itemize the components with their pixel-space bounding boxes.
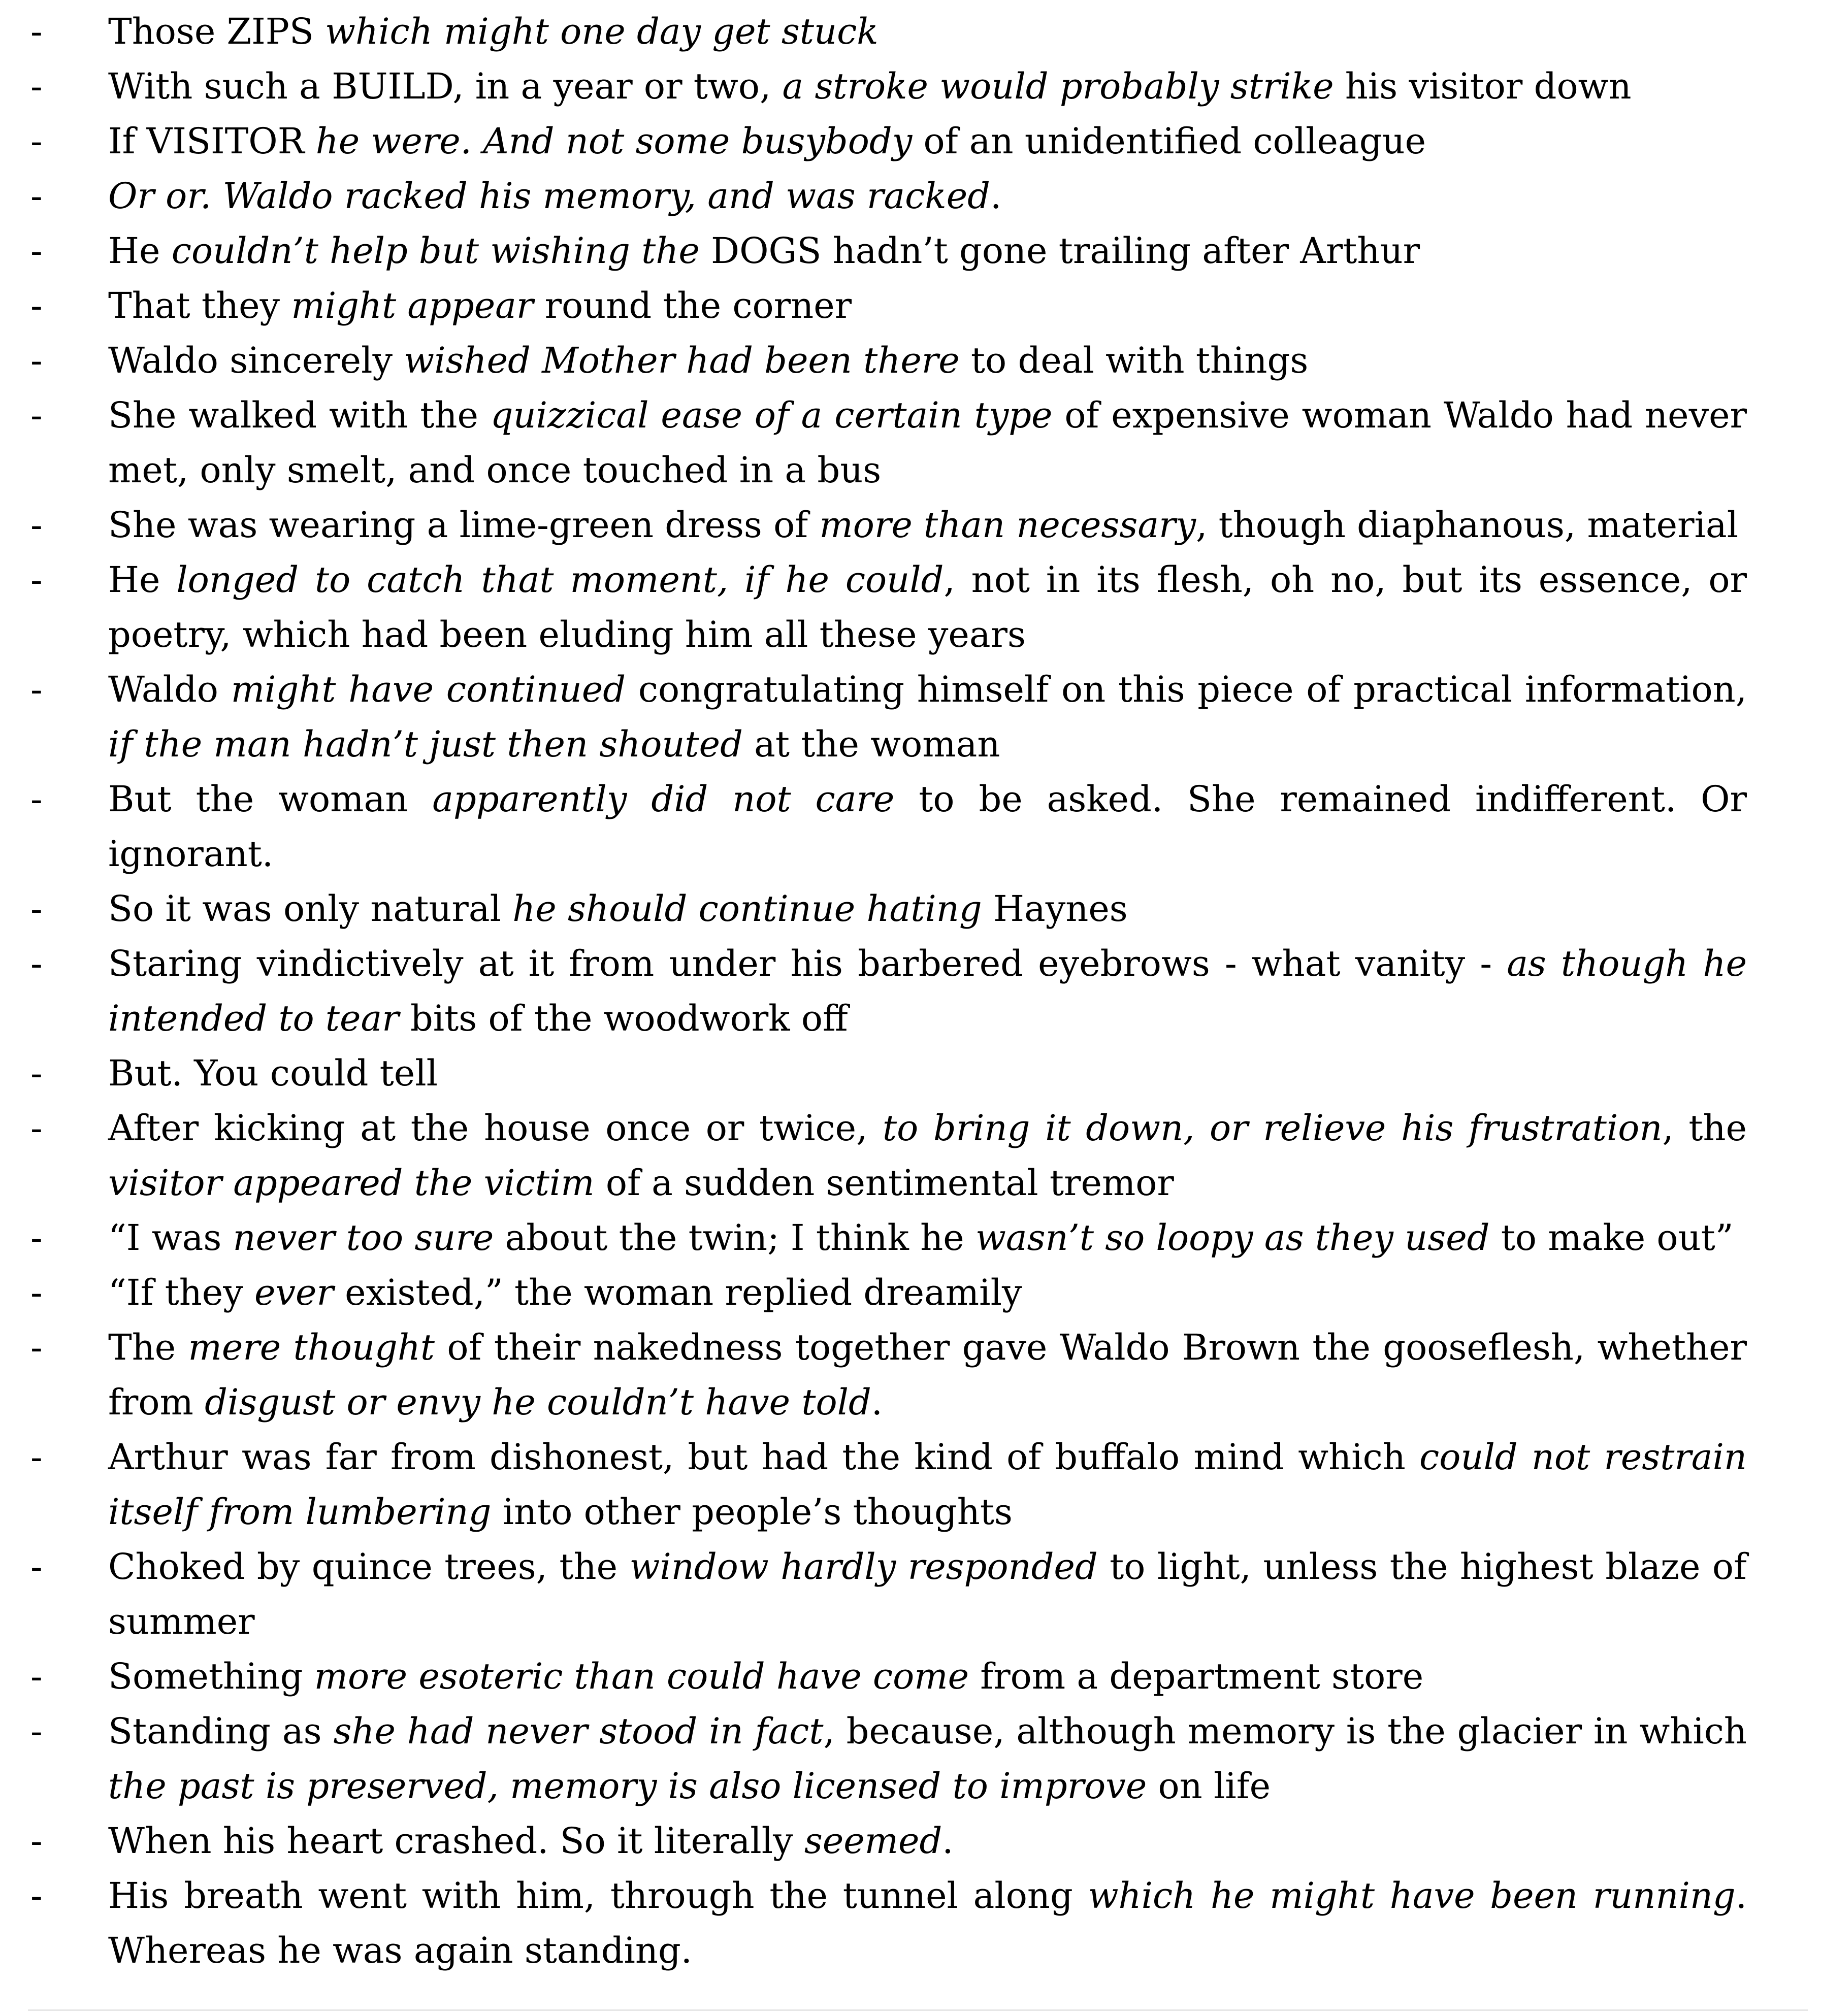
bullet-dash: - — [30, 778, 43, 820]
text-segment: of a sudden sentimental tremor — [594, 1162, 1174, 1204]
text-segment: about the twin; I think he — [494, 1217, 975, 1259]
list-item — [30, 1210, 1747, 1265]
text-segment: He — [108, 230, 172, 272]
italic-text-segment: quizzical ease of a certain type — [490, 394, 1053, 436]
text-segment: bits of the woodwork off — [399, 998, 848, 1039]
bullet-dash: - — [30, 669, 43, 710]
list-item — [30, 333, 1747, 388]
italic-text-segment: as though he intended to tear — [108, 943, 1747, 1039]
bullet-dash: - — [30, 1436, 43, 1478]
text-segment: Something — [108, 1656, 314, 1697]
italic-text-segment: disgust or envy he couldn’t have told — [205, 1381, 871, 1423]
bullet-dash: - — [30, 559, 43, 601]
text-segment: existed,” the woman replied dreamily — [333, 1272, 1022, 1313]
list-item — [30, 1868, 1747, 1978]
text-segment: Those ZIPS — [108, 11, 326, 52]
italic-text-segment: more esoteric than could have come — [314, 1656, 969, 1697]
list-item — [30, 1265, 1747, 1320]
text-segment: So it was only natural — [108, 888, 513, 930]
italic-text-segment: apparently did not care — [432, 778, 895, 820]
bullet-dash: - — [30, 340, 43, 381]
text-segment: . — [990, 175, 1002, 217]
italic-text-segment: wasn’t so loopy as they used — [975, 1217, 1490, 1259]
list-item-text — [108, 778, 1747, 875]
list-item-text — [108, 120, 1426, 162]
list-item-text — [108, 1052, 438, 1094]
italic-text-segment: longed to catch that moment, if he could — [176, 559, 944, 601]
text-segment: his visitor down — [1334, 65, 1632, 107]
list-item-text — [108, 1546, 1747, 1642]
italic-text-segment: couldn’t help but wishing the — [171, 230, 700, 272]
bullet-dash: - — [30, 1710, 43, 1752]
text-segment: from a department store — [969, 1656, 1424, 1697]
text-segment: Haynes — [982, 888, 1128, 930]
text-segment: Standing as — [108, 1710, 334, 1752]
list-item-text — [108, 65, 1632, 107]
bullet-dash: - — [30, 1875, 43, 1916]
text-segment: Waldo sincerely — [108, 340, 404, 381]
italic-text-segment: could not restrain itself from lumbering — [108, 1436, 1747, 1533]
text-segment: But the woman — [108, 778, 433, 820]
list-item — [30, 1101, 1747, 1210]
italic-text-segment: visitor appeared the victim — [108, 1162, 595, 1204]
list-item-text — [108, 230, 1420, 272]
text-segment: at the woman — [742, 723, 1000, 765]
list-item — [30, 223, 1747, 278]
list-item — [30, 169, 1747, 223]
italic-text-segment: which he might have been running — [1088, 1875, 1736, 1916]
text-segment: , though diaphanous, material — [1196, 504, 1739, 546]
list-item-text — [108, 504, 1738, 546]
list-item-text — [108, 1820, 954, 1862]
italic-text-segment: if the man hadn’t just then shouted — [108, 723, 743, 765]
list-item — [30, 388, 1747, 498]
text-segment: Staring vindictively at it from under his barbered eyebrows - what vanity - — [108, 943, 1507, 984]
italic-text-segment: seemed — [804, 1820, 942, 1862]
list-item — [30, 278, 1747, 333]
text-segment: She walked with the — [108, 394, 491, 436]
list-item-text — [108, 11, 879, 52]
bullet-dash: - — [30, 1327, 43, 1368]
bullet-dash: - — [30, 120, 43, 162]
text-segment: of an unidentified colleague — [912, 120, 1426, 162]
list-item-text — [108, 669, 1747, 765]
bullet-dash: - — [30, 1217, 43, 1259]
text-segment: . — [942, 1820, 954, 1862]
text-segment: If VISITOR — [108, 120, 316, 162]
text-segment: to make out” — [1489, 1217, 1734, 1259]
text-segment: to light, unless the highest blaze of summer — [108, 1546, 1747, 1642]
bullet-dash: - — [30, 1052, 43, 1094]
text-segment: “If they — [108, 1272, 255, 1313]
list-item — [30, 662, 1747, 772]
text-segment: When his heart crashed. So it literally — [108, 1820, 804, 1862]
text-segment: After kicking at the house once or twice, — [108, 1107, 883, 1149]
italic-text-segment: might appear — [291, 285, 534, 326]
text-segment: Choked by quince trees, the — [108, 1546, 630, 1588]
bullet-dash: - — [30, 65, 43, 107]
bullet-dash: - — [30, 1656, 43, 1697]
list-item — [30, 881, 1747, 936]
list-item-text — [108, 1272, 1022, 1313]
list-item — [30, 936, 1747, 1046]
bullet-dash: - — [30, 1546, 43, 1588]
text-segment: round the corner — [533, 285, 852, 326]
italic-text-segment: more than necessary — [819, 504, 1196, 546]
list-item-text — [108, 285, 852, 326]
bullet-list — [30, 4, 1747, 1978]
text-segment: , the — [1662, 1107, 1747, 1149]
italic-text-segment: might have continued — [231, 669, 626, 710]
text-segment: That they — [108, 285, 291, 326]
list-item-text — [108, 888, 1128, 930]
list-item — [30, 1430, 1747, 1539]
bullet-dash: - — [30, 285, 43, 326]
text-segment: Waldo — [108, 669, 231, 710]
text-segment: . Whereas he was again standing. — [108, 1875, 1747, 1971]
text-segment: He — [108, 559, 177, 601]
list-item-text — [108, 1327, 1747, 1423]
text-segment: With such a BUILD, in a year or two, — [108, 65, 783, 107]
text-segment: of their nakedness together gave Waldo Brown the gooseflesh, whether from — [108, 1327, 1747, 1423]
text-segment: She was wearing a lime-green dress of — [108, 504, 820, 546]
text-segment: DOGS hadn’t gone trailing after Arthur — [699, 230, 1420, 272]
italic-text-segment: wished Mother had been there — [404, 340, 960, 381]
text-segment: , because, although memory is the glacier in which — [823, 1710, 1747, 1752]
list-item — [30, 1320, 1747, 1430]
list-item — [30, 1539, 1747, 1649]
italic-text-segment: the past is preserved, memory is also licensed to improve — [108, 1765, 1147, 1807]
list-item-text — [108, 1656, 1423, 1697]
text-segment: of expensive woman Waldo had never met, only smelt, and once touched in a bus — [108, 394, 1747, 491]
bullet-dash: - — [30, 504, 43, 546]
italic-text-segment: ever — [254, 1272, 334, 1313]
list-item — [30, 4, 1747, 59]
list-item — [30, 1046, 1747, 1101]
text-segment: But. You could tell — [108, 1052, 438, 1094]
list-item — [30, 552, 1747, 662]
bullet-dash: - — [30, 230, 43, 272]
italic-text-segment: a stroke would probably strike — [782, 65, 1334, 107]
list-item — [30, 59, 1747, 114]
italic-text-segment: never too sure — [233, 1217, 494, 1259]
text-segment: “I was — [108, 1217, 233, 1259]
text-segment: to be asked. She remained indifferent. Or ignorant. — [108, 778, 1747, 875]
list-item — [30, 772, 1747, 881]
text-segment: congratulating himself on this piece of practical information, — [626, 669, 1747, 710]
text-segment: The — [108, 1327, 188, 1368]
italic-text-segment: Or or. Waldo racked his memory, and was racked — [108, 175, 990, 217]
list-item — [30, 498, 1747, 552]
bullet-dash: - — [30, 1107, 43, 1149]
list-item-text — [108, 1217, 1734, 1259]
text-segment: , not in its flesh, oh no, but its essence, or poetry, which had been eluding him all these years — [108, 559, 1747, 655]
text-segment: on life — [1147, 1765, 1271, 1807]
list-item — [30, 1704, 1747, 1813]
list-item-text — [108, 1107, 1747, 1204]
bullet-dash: - — [30, 11, 43, 52]
bullet-dash: - — [30, 1272, 43, 1313]
bullet-dash: - — [30, 888, 43, 930]
bullet-dash: - — [30, 1820, 43, 1862]
list-item-text — [108, 1875, 1747, 1971]
italic-text-segment: which might one day get stuck — [325, 11, 879, 52]
italic-text-segment: mere thought — [188, 1327, 435, 1368]
italic-text-segment: he were. And not some busybody — [315, 120, 913, 162]
list-item-text — [108, 1436, 1747, 1533]
bullet-dash: - — [30, 943, 43, 984]
italic-text-segment: window hardly responded — [629, 1546, 1098, 1588]
list-item — [30, 1813, 1747, 1868]
text-segment: . — [871, 1381, 883, 1423]
italic-text-segment: to bring it down, or relieve his frustration — [882, 1107, 1663, 1149]
list-item-text — [108, 340, 1308, 381]
text-segment: Arthur was far from dishonest, but had the kind of buffalo mind which — [108, 1436, 1420, 1478]
bullet-dash: - — [30, 175, 43, 217]
bullet-dash: - — [30, 394, 43, 436]
list-item — [30, 114, 1747, 169]
list-item-text — [108, 943, 1747, 1039]
bottom-divider — [28, 2009, 1808, 2011]
list-item-text — [108, 175, 1001, 217]
list-item — [30, 1649, 1747, 1704]
text-segment: to deal with things — [959, 340, 1309, 381]
list-item-text — [108, 1710, 1747, 1807]
list-item-text — [108, 394, 1747, 491]
italic-text-segment: he should continue hating — [512, 888, 982, 930]
text-segment: into other people’s thoughts — [491, 1491, 1013, 1533]
text-segment: His breath went with him, through the tunnel along — [108, 1875, 1088, 1916]
list-item-text — [108, 559, 1747, 655]
italic-text-segment: she had never stood in fact — [333, 1710, 824, 1752]
